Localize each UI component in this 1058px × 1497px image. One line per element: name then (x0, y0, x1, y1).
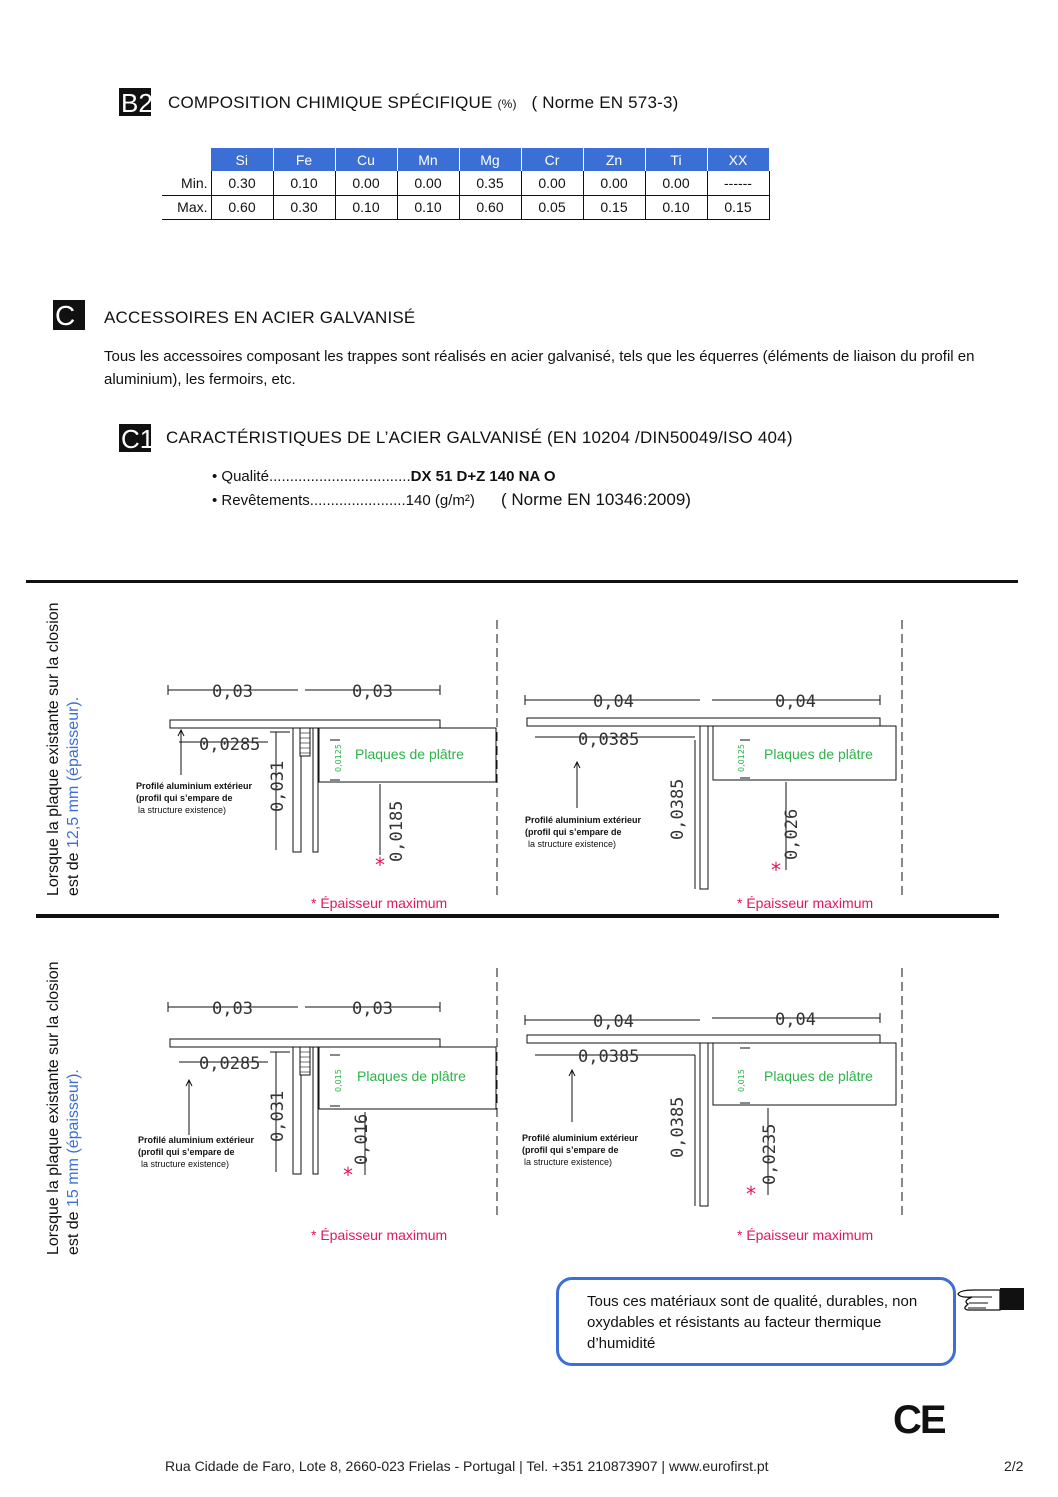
table-cell: 0.00 (397, 171, 459, 195)
dim-row1-left-inner: 0,0285 (199, 735, 261, 755)
table-header: Cr (521, 148, 583, 171)
side-label-row2-line1: Lorsque la plaque existante sur la closion (45, 961, 62, 1255)
dim-row2-right-vert: 0,0385 (668, 1096, 688, 1158)
plate-label-row1-right: Plaques de plâtre (764, 746, 873, 762)
table-header: XX (707, 148, 769, 171)
side-label-row2-thickness: 15 mm (épaisseur). (65, 1069, 82, 1207)
table-cell: 0.30 (273, 195, 335, 219)
row-label: Min. (162, 171, 211, 195)
profile-row1-right-l2: (profil qui s’empare de (525, 827, 622, 837)
profile-row2-left-l3: la structure existence) (141, 1159, 230, 1169)
side-label-row1 (44, 602, 84, 896)
section-title-b2 (168, 93, 679, 113)
side-label-row2 (44, 961, 84, 1255)
pointing-hand-icon (954, 1284, 1026, 1314)
page-number: 2/2 (1004, 1458, 1024, 1474)
plate-label-row1-left: Plaques de plâtre (355, 746, 464, 762)
coating-value: 140 (g/m²) (405, 492, 475, 509)
side-label-row2-prefix: est de (65, 1206, 82, 1255)
dimension-labels (199, 682, 816, 1185)
asterisk-row1-left: * (375, 853, 385, 877)
dim-row2-left-inner: 0,0285 (199, 1054, 261, 1074)
section-title-c1: CARACTÉRISTIQUES DE L’ACIER GALVANISÉ (EN 10204 /DIN50049/ISO 404) (166, 428, 793, 447)
table-header: Cu (335, 148, 397, 171)
table-cell: 0.00 (335, 171, 397, 195)
drawing-row2-left (168, 1002, 496, 1175)
profile-row2-right-l3: la structure existence) (524, 1157, 613, 1167)
table-cell: 0.35 (459, 171, 521, 195)
max-note-row2-left: * Épaisseur maximum (311, 1227, 448, 1243)
section-title-c: ACCESSOIRES EN ACIER GALVANISÉ (104, 308, 416, 327)
drawing-row2-right (525, 1013, 896, 1206)
dim-row1-left-vert: 0,031 (268, 760, 288, 812)
table-cell: 0.10 (645, 195, 707, 219)
profile-row2-left-l2: (profil qui s’empare de (138, 1147, 235, 1157)
profile-row1-left-l2: (profil qui s’empare de (136, 793, 233, 803)
dim-row2-right-top-a: 0,04 (593, 1012, 634, 1032)
table-cell: 0.00 (521, 171, 583, 195)
dim-row2-left-top-a: 0,03 (212, 999, 253, 1019)
b2-norm: ( Norme EN 573-3) (531, 93, 679, 112)
divider-middle (36, 914, 999, 918)
footer-address: Rua Cidade de Faro, Lote 8, 2660-023 Frielas - Portugal | Tel. +351 210873907 | www.eurofirst.pt (165, 1458, 769, 1474)
plate-thickness-labels (334, 744, 746, 1092)
side-label-row2-line2 (64, 961, 84, 1255)
dim-row1-right-top-b: 0,04 (775, 692, 816, 712)
quality-callout: Tous ces matériaux sont de qualité, durables, non oxydables et résistants au facteur thermique d’humidité (556, 1277, 956, 1366)
dim-row1-left-top-b: 0,03 (352, 682, 393, 702)
dim-row1-right-inner: 0,0385 (578, 730, 640, 750)
dim-row2-right-top-b: 0,04 (775, 1010, 816, 1030)
divider-top (26, 580, 1018, 583)
table-header: Mg (459, 148, 521, 171)
dim-row1-left-max: 0,0185 (387, 800, 407, 862)
profile-labels (136, 781, 642, 1169)
table-header: Mn (397, 148, 459, 171)
asterisk-row2-right: * (746, 1182, 756, 1206)
table-header-row (162, 148, 769, 171)
table-header: Zn (583, 148, 645, 171)
drawing-row1-left (168, 685, 496, 855)
dim-row2-right-max: 0,0235 (760, 1123, 780, 1185)
side-label-row1-line1: Lorsque la plaque existante sur la closion (45, 602, 62, 896)
plate-thk-row1-right: 0,0125 (737, 744, 746, 772)
table-cell: 0.15 (583, 195, 645, 219)
profile-row2-left-l1: Profilé aluminium extérieur (138, 1135, 255, 1145)
ce-mark: CE (893, 1398, 945, 1442)
profile-row2-right-l1: Profilé aluminium extérieur (522, 1133, 639, 1143)
table-cell: 0.60 (459, 195, 521, 219)
section-c-paragraph: Tous les accessoires composant les trappes sont réalisés en acier galvanisé, tels que les équerres (éléments de liaison du profil en aluminium), les fermoirs, etc. (104, 348, 975, 388)
dim-row2-left-max: 0,016 (352, 1113, 372, 1165)
quality-line (212, 468, 556, 485)
coating-norm: ( Norme EN 10346:2009) (501, 490, 691, 509)
table-cell: 0.30 (211, 171, 273, 195)
quality-label: • Qualité.................................. (212, 468, 411, 485)
max-note-row2-right: * Épaisseur maximum (737, 1227, 874, 1243)
section-badge-c1 (119, 424, 155, 454)
badge-b2-text: B2 (121, 88, 153, 118)
section-badge-c (53, 300, 85, 330)
profile-row1-left-l1: Profilé aluminium extérieur (136, 781, 253, 791)
plate-thk-row2-left: 0,015 (334, 1069, 343, 1092)
dim-row2-right-inner: 0,0385 (578, 1047, 640, 1067)
plate-label-row2-left: Plaques de plâtre (357, 1068, 466, 1084)
max-note-row1-right: * Épaisseur maximum (737, 895, 874, 911)
row-label: Max. (162, 195, 211, 219)
profile-row1-right-l3: la structure existence) (528, 839, 617, 849)
coating-label: • Revêtements....................... (212, 492, 406, 509)
dim-row1-right-max: 0,026 (782, 808, 802, 860)
dim-row2-left-vert: 0,031 (268, 1090, 288, 1142)
b2-title: COMPOSITION CHIMIQUE SPÉCIFIQUE (168, 93, 493, 112)
side-label-row1-prefix: est de (65, 847, 82, 896)
coating-line (212, 490, 691, 510)
profile-row1-left-l3: la structure existence) (138, 805, 227, 815)
profile-row2-right-l2: (profil qui s’empare de (522, 1145, 619, 1155)
quality-value: DX 51 D+Z 140 NA O (410, 468, 556, 485)
asterisk-row2-left: * (343, 1163, 353, 1187)
profile-row1-right-l1: Profilé aluminium extérieur (525, 815, 642, 825)
composition-table (162, 148, 770, 220)
b2-unit: (%) (497, 97, 517, 111)
dim-row1-left-top-a: 0,03 (212, 682, 253, 702)
dim-row1-right-vert: 0,0385 (668, 778, 688, 840)
table-cell: 0.10 (335, 195, 397, 219)
table-row (162, 171, 769, 195)
plate-thk-row2-right: 0,015 (737, 1069, 746, 1092)
table-cell: 0.15 (707, 195, 769, 219)
table-cell: ------ (707, 171, 769, 195)
table-cell: 0.10 (273, 171, 335, 195)
badge-c1-text: C1 (121, 424, 155, 454)
table-header: Fe (273, 148, 335, 171)
plate-label-row2-right: Plaques de plâtre (764, 1068, 873, 1084)
asterisk-row1-right: * (771, 858, 781, 882)
max-note-row1-left: * Épaisseur maximum (311, 895, 448, 911)
drawing-row1-right (525, 695, 896, 889)
dim-row2-left-top-b: 0,03 (352, 999, 393, 1019)
table-header: Si (211, 148, 273, 171)
table-cell: 0.00 (583, 171, 645, 195)
side-label-row1-thickness: 12,5 mm (épaisseur). (65, 696, 82, 848)
side-label-row1-line2 (64, 602, 84, 896)
table-cell: 0.10 (397, 195, 459, 219)
plate-thk-row1-left: 0,0125 (334, 744, 343, 772)
badge-c-text: C (55, 300, 76, 331)
dashed-guides (497, 620, 902, 1220)
table-header: Ti (645, 148, 707, 171)
table-cell: 0.05 (521, 195, 583, 219)
dim-row1-right-top-a: 0,04 (593, 692, 634, 712)
table-row (162, 195, 769, 219)
table-cell: 0.00 (645, 171, 707, 195)
section-badge-b2 (119, 88, 151, 116)
table-cell: 0.60 (211, 195, 273, 219)
